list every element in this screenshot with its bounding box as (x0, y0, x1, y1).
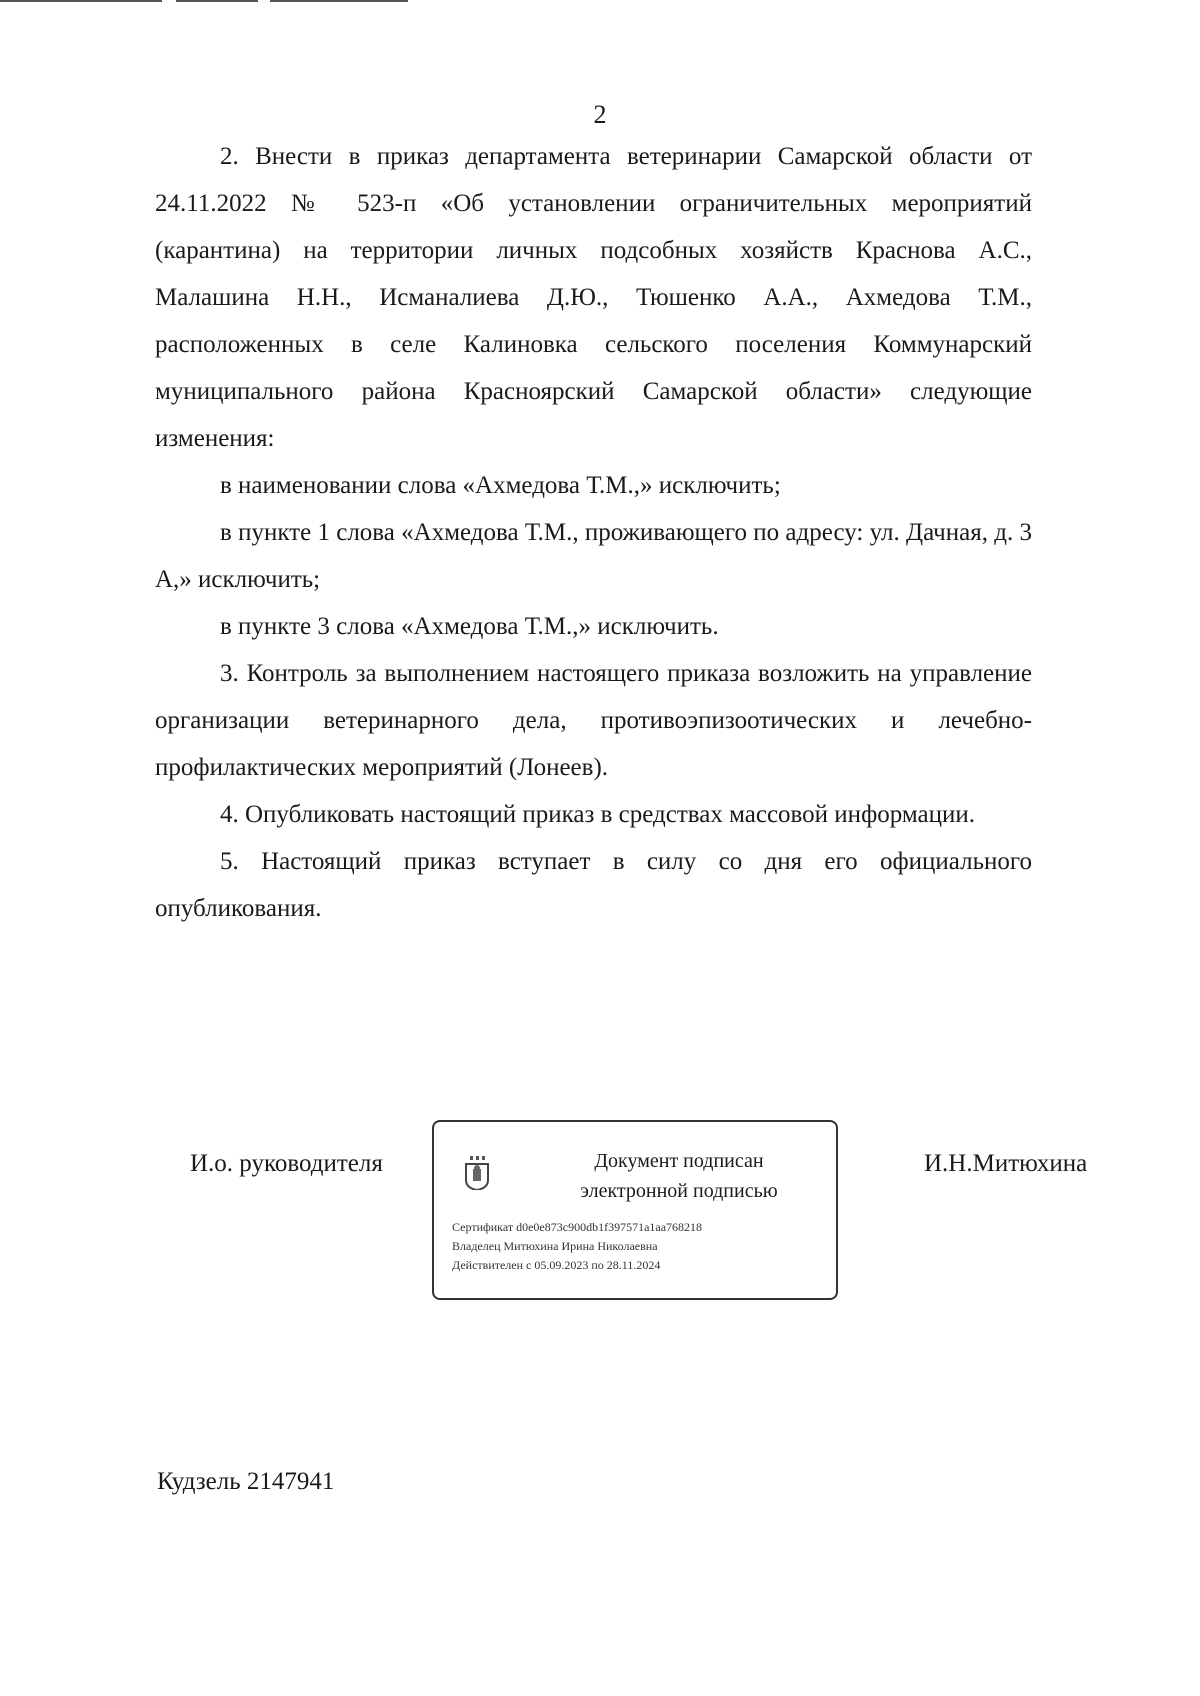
regional-coat-of-arms-icon (464, 1156, 490, 1190)
electronic-signature-stamp (432, 1120, 838, 1300)
scan-edge-mark (0, 0, 162, 2)
stamp-owner: Владелец Митюхина Ирина Николаевна (452, 1239, 658, 1253)
signatory-title: И.о. руководителя (190, 1150, 383, 1177)
executor-note: Кудзель 2147941 (157, 1468, 335, 1495)
stamp-validity: Действителен с 05.09.2023 по 28.11.2024 (452, 1258, 661, 1272)
paragraph-amendment-point-1: в пункте 1 слова «Ахмедова Т.М., проживающего по адресу: ул. Дачная, д. 3 А,» исключить; (155, 519, 1032, 593)
paragraph-amendment-title: в наименовании слова «Ахмедова Т.М.,» исключить; (220, 472, 781, 499)
paragraph-item-2: 2. Внести в приказ департамента ветеринарии Самарской области от 24.11.2022 № 523-п «Об установлении ограничительных мероприятий (карантина) на территории личных подсобных хозяйств Краснова А.С., Малашина Н.Н., Исманалиева Д.Ю., Тюшенко А.А., Ахмедова Т.М., расположенных в селе Калиновка сельского поселения Коммунарский муниципального района Красноярский Самарской области» следующие изменения: (155, 143, 1032, 452)
paragraph-item-5: 5. Настоящий приказ вступает в силу со дня его официального опубликования. (155, 848, 1032, 922)
paragraph-item-3: 3. Контроль за выполнением настоящего приказа возложить на управление организации ветеринарного дела, противоэпизоотических и лечебно-профилактических мероприятий (Лонеев). (155, 660, 1032, 781)
paragraph-amendment-point-3: в пункте 3 слова «Ахмедова Т.М.,» исключить. (220, 613, 719, 640)
stamp-heading-line-1: Документ подписан (594, 1150, 764, 1172)
signatory-name: И.Н.Митюхина (924, 1150, 1088, 1177)
scan-edge-mark (270, 0, 408, 2)
stamp-certificate: Сертификат d0e0e873c900db1f397571a1aa768218 (452, 1220, 703, 1234)
scan-edge-mark (176, 0, 258, 2)
document-body (155, 133, 1032, 932)
stamp-details (452, 1218, 702, 1275)
page-number: 2 (593, 100, 607, 129)
stamp-heading-line-2: электронной подписью (580, 1180, 778, 1202)
paragraph-item-4: 4. Опубликовать настоящий приказ в средствах массовой информации. (220, 801, 976, 828)
stamp-heading (534, 1146, 824, 1206)
